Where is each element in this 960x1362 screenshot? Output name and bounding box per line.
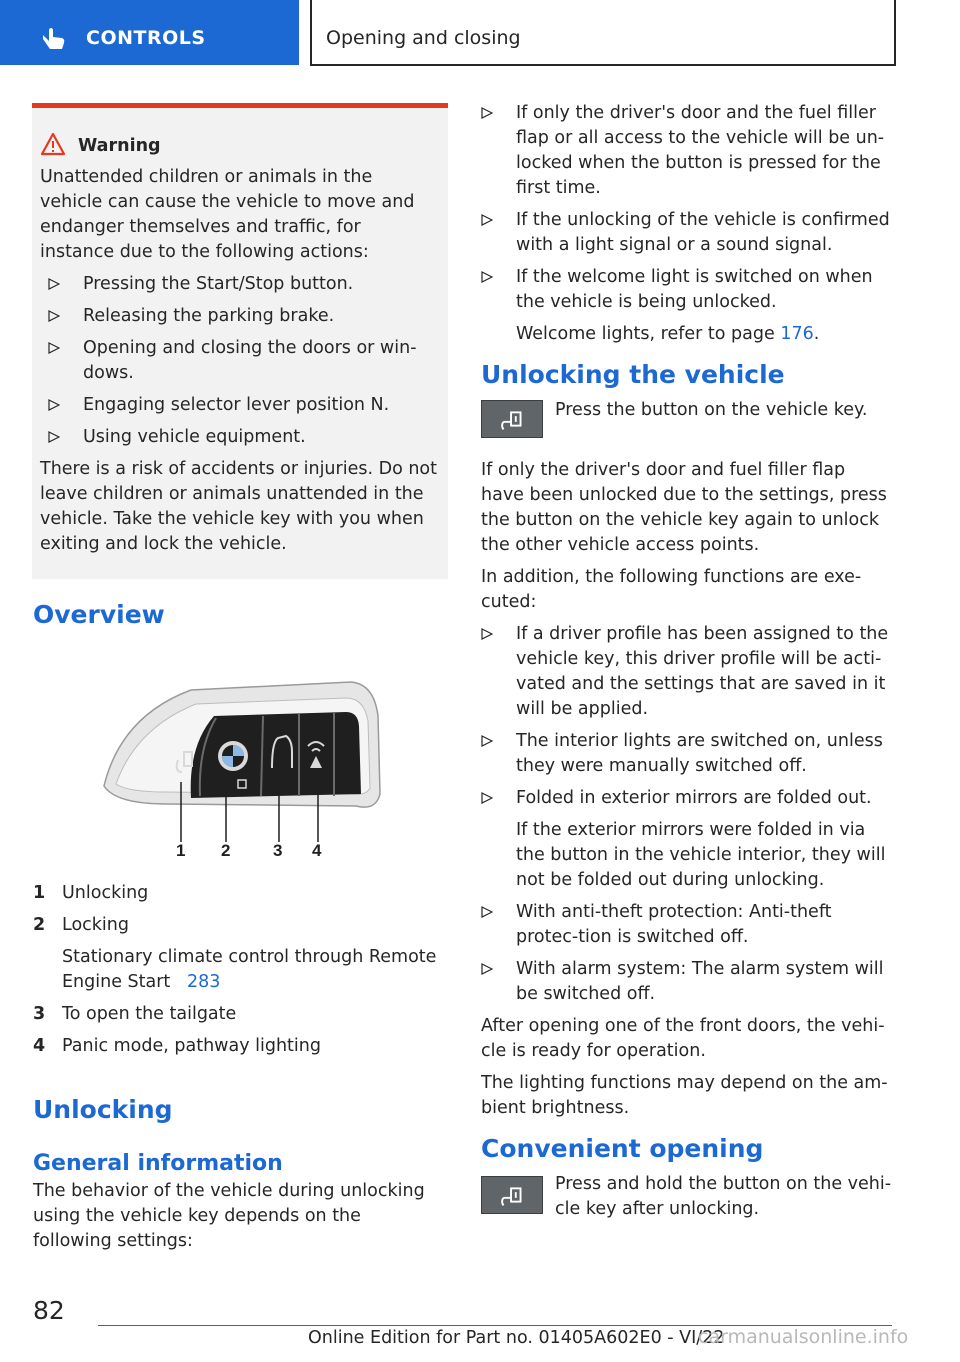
list-item: Engaging selector lever position N. (48, 393, 440, 418)
triangle-bullet-icon (48, 310, 60, 322)
unlock-instruction-text: Press the button on the vehicle key. (555, 400, 868, 420)
unlock-padlock-icon (482, 401, 542, 437)
unlock-paragraph-1: If only the driver's door and fuel filler flap have been unlocked due to the settings, press the button on the vehicle key again to unlock the other vehicle access points. (481, 460, 887, 555)
legend-item-tailgate: 3 To open the tailgate (33, 1004, 237, 1024)
unlocking-vehicle-heading: Unlocking the vehicle (481, 360, 785, 389)
page-ref-link[interactable]: 283 (187, 972, 221, 992)
unlock-button-image (481, 400, 543, 438)
overview-heading: Overview (33, 600, 165, 629)
unlock-padlock-icon (482, 1177, 542, 1213)
list-item: If only the driver's door and the fuel filler flap or all access to the vehicle will be un-locked when the button is pressed for the first time. (481, 101, 893, 201)
unlocking-heading: Unlocking (33, 1095, 173, 1124)
triangle-bullet-icon (481, 271, 493, 283)
triangle-bullet-icon (48, 342, 60, 354)
callout-3: 3 (273, 841, 283, 860)
triangle-bullet-icon (481, 963, 493, 975)
callout-1: 1 (176, 841, 186, 860)
mirror-note: If the exterior mirrors were folded in via the button in the vehicle interior, they will not be folded out during unlocking. (516, 820, 886, 890)
unlock-paragraph-2: In addition, the following functions are exe-cuted: (481, 567, 862, 612)
unlock-functions-list (481, 622, 893, 1007)
convenient-opening-heading: Convenient opening (481, 1134, 764, 1163)
triangle-bullet-icon (481, 792, 493, 804)
triangle-bullet-icon (48, 399, 60, 411)
triangle-bullet-icon (48, 431, 60, 443)
vehicle-key-illustration (96, 676, 386, 866)
list-item: With anti-theft protection: Anti-theft protec-tion is switched off. (481, 900, 893, 950)
list-item: Folded in exterior mirrors are folded out. If the exterior mirrors were folded in via the button in the vehicle interior, they will not be folded out during unlocking. (481, 786, 893, 893)
watermark: carmanualsonline.info (698, 1326, 909, 1348)
callout-4: 4 (312, 841, 322, 860)
overview-heading-block (33, 600, 445, 630)
warning-intro: Unattended children or animals in the vehicle can cause the vehicle to move and endanger themselves and traffic, for instance due to the following actions: (40, 167, 415, 262)
triangle-bullet-icon (481, 214, 493, 226)
unlock-instruction (481, 398, 893, 458)
convenient-instruction (481, 1172, 893, 1222)
general-info-heading: General information (33, 1151, 283, 1176)
triangle-bullet-icon (481, 735, 493, 747)
welcome-ref: Welcome lights, refer to page 176. (516, 324, 820, 344)
warning-box (32, 103, 448, 579)
legend-item-unlocking: 1 Unlocking (33, 883, 149, 903)
section-title: CONTROLS (86, 27, 206, 49)
right-column (481, 101, 893, 1229)
edition-text: Online Edition for Part no. 01405A602E0 - VI/22 (308, 1328, 725, 1348)
triangle-bullet-icon (481, 628, 493, 640)
list-item: If a driver profile has been assigned to the vehicle key, this driver profile will be acti-vated and the settings that are saved in it will be applied. (481, 622, 893, 722)
unlock-paragraph-4: The lighting functions may depend on the am-bient brightness. (481, 1073, 888, 1118)
list-item: Using vehicle equipment. (48, 425, 440, 450)
section-tab (0, 0, 299, 65)
triangle-bullet-icon (481, 107, 493, 119)
warning-outro: There is a risk of accidents or injuries. Do not leave children or animals unattended in the vehicle. Take the vehicle key with you when exiting and lock the vehicle. (40, 459, 437, 554)
list-item: Releasing the parking brake. (48, 304, 440, 329)
settings-list (481, 101, 893, 347)
list-item: Pressing the Start/Stop button. (48, 272, 440, 297)
page-ref-link[interactable]: 176 (780, 324, 814, 344)
general-info-text: The behavior of the vehicle during unlocking using the vehicle key depends on the following settings: (33, 1181, 425, 1251)
page-header (0, 0, 960, 66)
list-item: If the welcome light is switched on when the vehicle is being unlocked. Welcome lights, refer to page 176. (481, 265, 893, 347)
page-number: 82 (33, 1296, 65, 1325)
unlock-paragraph-3: After opening one of the front doors, the vehi-cle is ready for operation. (481, 1016, 885, 1061)
triangle-bullet-icon (48, 278, 60, 290)
list-item: Opening and closing the doors or win-dows. (48, 336, 440, 386)
legend-item-locking: 2 Locking Stationary climate control through Remote Engine Start 283 (33, 913, 445, 995)
list-item: With alarm system: The alarm system will be switched off. (481, 957, 893, 1007)
unlocking-section (33, 1095, 445, 1261)
warning-list (48, 272, 440, 450)
legend-sub: Stationary climate control through Remote Engine Start 283 (62, 947, 437, 992)
chapter-title: Opening and closing (326, 27, 521, 49)
list-item: The interior lights are switched on, unless they were manually switched off. (481, 729, 893, 779)
convenient-instruction-text: Press and hold the button on the vehi-cle key after unlocking. (555, 1174, 892, 1219)
callout-2: 2 (221, 841, 231, 860)
warning-title: Warning (78, 134, 440, 159)
legend-item-panic: 4 Panic mode, pathway lighting (33, 1036, 321, 1056)
overview-legend (33, 881, 445, 1066)
chapter-tab (311, 0, 896, 66)
triangle-bullet-icon (481, 906, 493, 918)
list-item: If the unlocking of the vehicle is confirmed with a light signal or a sound signal. (481, 208, 893, 258)
warning-triangle-icon (40, 132, 66, 156)
hand-pointer-icon (40, 25, 68, 51)
unlock-button-image (481, 1176, 543, 1214)
